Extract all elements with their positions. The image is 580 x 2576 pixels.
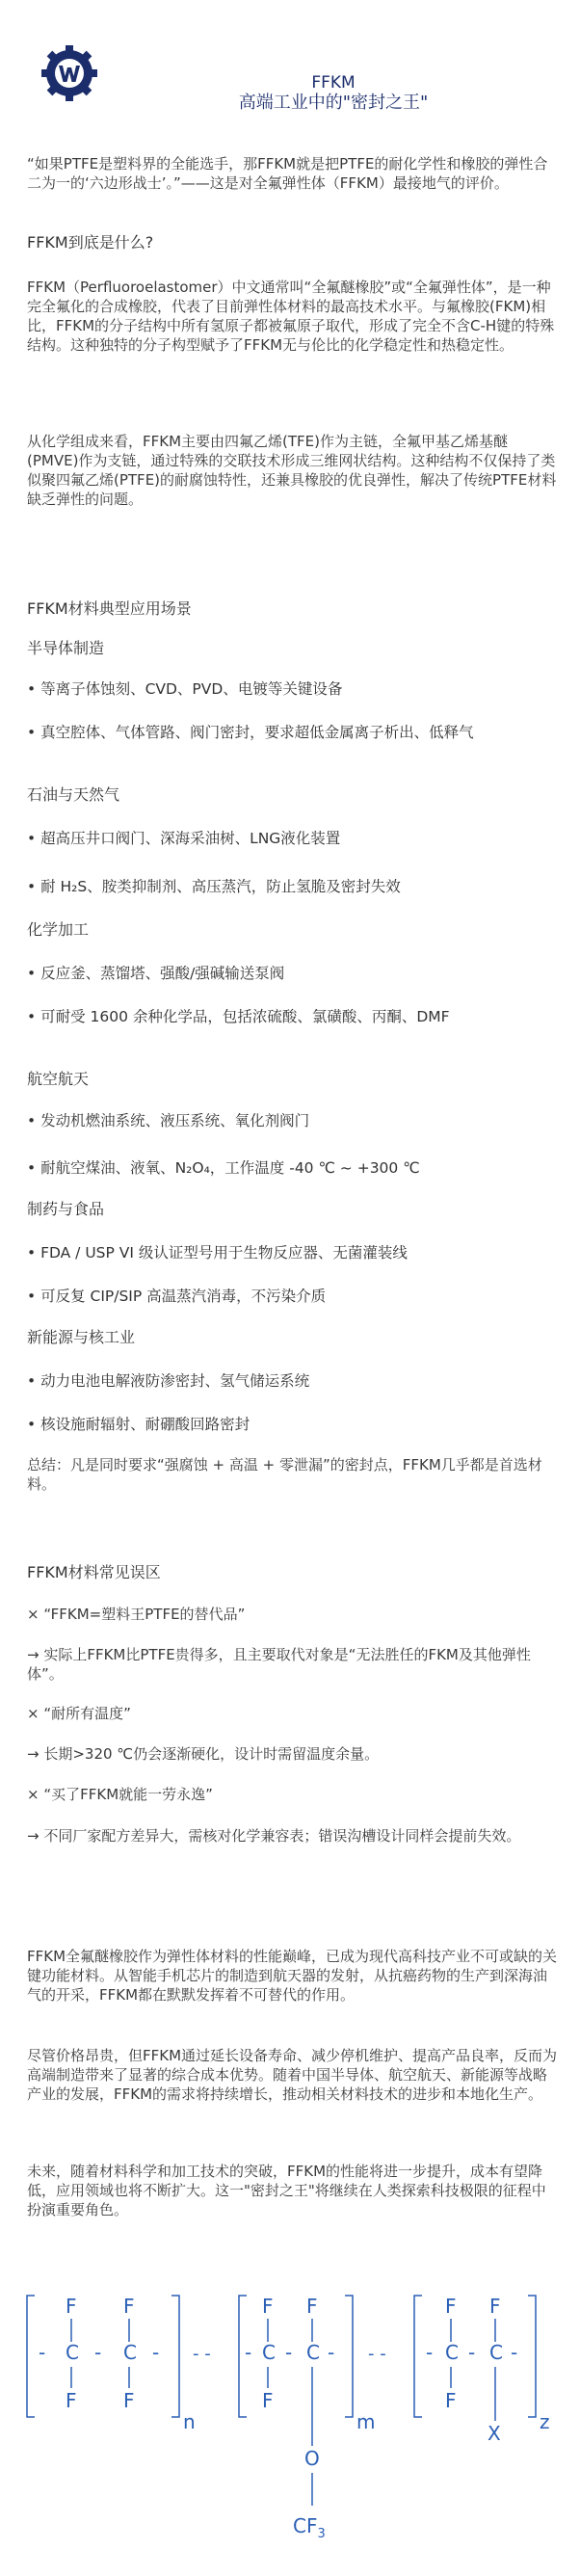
fact-block [27,1744,559,1764]
atom-f: F [445,2389,457,2412]
atom-f: F [445,2295,457,2318]
bond-dash: - [245,2341,252,2364]
fact-block [27,1645,559,1684]
app-category: 化学加工 [27,920,90,939]
ffkm-structure-formula [0,2274,580,2563]
myth-block [27,1785,559,1804]
bond-dash: - [328,2341,335,2364]
subscript-z: z [540,2410,550,2433]
app-item-block [27,1287,559,1306]
atom-f: F [123,2389,135,2412]
app-item-block [27,723,559,742]
what-is-paragraph-1: FFKM（Perfluoroelastomer）中文通常叫“全氟醚橡胶”或“全氟弹性体”，是一种完全氟化的合成橡胶，代表了目前弹性体材料的最高技术水平。与氟橡胶(FKM)相比，FFKM的分子结构中所有氢原子都被氟原子取代，形成了完全不含C-H键的特殊结构。这种独特的分子构型赋予了FFKM无与伦比的化学稳定性和热稳定性。 [27,279,555,354]
app-item: • 等离子体蚀刻、CVD、PVD、电镀等关键设备 [27,680,343,698]
title-en: FFKM [311,73,356,93]
app-item: • 超高压井口阀门、深海采油树、LNG液化装置 [27,830,341,847]
app-item-block [27,1111,559,1130]
atom-f: F [123,2295,135,2318]
cf3-label: CF [293,2514,318,2537]
app-category: 石油与天然气 [27,785,120,804]
app-item: • 核设施耐辐射、耐硼酸回路密封 [27,1416,250,1433]
atom-c: C [262,2341,276,2364]
app-item: • 可反复 CIP/SIP 高温蒸汽消毒，不污染介质 [27,1288,327,1305]
bond-dash: - [152,2341,160,2364]
applications-heading-block [27,599,559,619]
what-is-heading: FFKM到底是什么? [27,233,154,252]
gear-w-logo-icon [40,44,98,102]
fact-block [27,1826,559,1846]
myth-item: × “耐所有温度” [27,1705,131,1722]
applications-summary-block [27,1455,559,1494]
misconceptions-heading: FFKM材料常见误区 [27,1563,161,1581]
bracket-left [414,2296,422,2417]
bracket-left [27,2296,35,2417]
app-category: 新能源与核工业 [27,1328,136,1346]
app-item: • 耐航空煤油、液氧、N₂O₄，工作温度 -40 ℃ ~ +300 ℃ [27,1159,420,1177]
bracket-right [171,2296,179,2417]
atom-f: F [66,2295,77,2318]
app-group-pharma [27,1200,559,1219]
app-item: • 动力电池电解液防渗密封、氢气储运系统 [27,1372,310,1390]
what-is-paragraph-2: 从化学组成来看，FFKM主要由四氟乙烯(TFE)作为主链，全氟甲基乙烯基醚(PMVE)作为支链，通过特殊的交联技术形成三维网状结构。这种结构不仅保持了类似聚四氟乙烯(PTFE)的耐腐蚀特性，还兼具橡胶的优良弹性，解决了传统PTFE材料缺乏弹性的问题。 [27,433,557,508]
title-cn: 高端工业中的"密封之王" [238,93,429,113]
app-group-semiconductor [27,639,559,658]
app-item-block [27,1007,559,1026]
header [0,0,580,113]
what-is-section [27,233,559,252]
app-item-block [27,829,559,848]
closing-paragraph-1: FFKM全氟醚橡胶作为弹性体材料的性能巅峰，已成为现代高科技产业不可或缺的关键功能材料。从智能手机芯片的制造到航天器的发射，从抗癌药物的生产到深海油气的开采，FFKM都在默默发挥着不可替代的作用。 [27,1948,558,2004]
formula-unit-tfe [27,2295,196,2433]
app-item-block [27,1243,559,1262]
bond-dash: - [426,2341,434,2364]
closing-p1-block [27,1947,559,2005]
app-item-block [27,1415,559,1434]
app-item: • 耐 H₂S、胺类抑制剂、高压蒸汽，防止氢脆及密封失效 [27,878,401,895]
fact-item: → 不同厂家配方差异大，需核对化学兼容表；错误沟槽设计同样会提前失效。 [27,1827,521,1845]
fact-item: → 实际上FFKM比PTFE贵得多，且主要取代对象是“无法胜任的FKM及其他弹性体”。 [27,1646,531,1683]
misconceptions-heading-block [27,1563,559,1582]
myth-item: × “FFKM=塑料王PTFE的替代品” [27,1606,246,1623]
app-item-block [27,877,559,896]
atom-o: O [304,2447,320,2470]
myth-item: × “买了FFKM就能一劳永逸” [27,1786,213,1803]
app-item: • FDA / USP VI 级认证型号用于生物反应器、无菌灌装线 [27,1244,408,1261]
atom-c: C [489,2341,503,2364]
app-item-block [27,679,559,699]
closing-p3-block [27,2162,559,2219]
formula-unit-pmve [239,2295,375,2541]
intro-section [27,154,559,193]
closing-p2-block [27,2046,559,2104]
app-group-aerospace [27,1070,559,1089]
what-is-p2-block [27,432,559,509]
app-category: 半导体制造 [27,639,105,657]
applications-summary: 总结：凡是同时要求“强腐蚀 + 高温 + 零泄漏”的密封点，FFKM几乎都是首选材料。 [27,1456,542,1493]
atom-f: F [262,2295,274,2318]
app-group-oil-gas [27,785,559,805]
bond-dash: - [94,2341,102,2364]
closing-paragraph-3: 未来，随着材料科学和加工技术的突破，FFKM的性能将进一步提升，成本有望降低，应用领域也将不断扩大。这一"密封之王"将继续在人类探索科技极限的征程中扮演重要角色。 [27,2163,546,2218]
app-item: • 真空腔体、气体管路、阀门密封，要求超低金属离子析出、低释气 [27,724,474,741]
atom-c: C [66,2341,79,2364]
bond-dash: - [468,2341,476,2364]
atom-f: F [66,2389,77,2412]
atom-c: C [306,2341,320,2364]
atom-x: X [488,2422,501,2445]
applications-heading: FFKM材料典型应用场景 [27,599,192,618]
subscript-m: m [356,2410,376,2433]
app-item: • 发动机燃油系统、液压系统、氧化剂阀门 [27,1112,310,1129]
atom-f: F [306,2295,318,2318]
subscript-n: n [183,2410,196,2433]
bond-dash: - [285,2341,293,2364]
app-item-block [27,964,559,983]
app-category: 制药与食品 [27,1200,105,1218]
cf3-subscript: 3 [317,2527,326,2541]
atom-c: C [123,2341,137,2364]
cf3-group [293,2514,326,2541]
closing-paragraph-2: 尽管价格昂贵，但FFKM通过延长设备寿命、减少停机维护、提高产品良率，反而为高端制造带来了显著的综合成本优势。随着中国半导体、航空航天、新能源等战略产业的发展，FFKM的需求将持续增长，推动相关材料技术的进步和本地化生产。 [27,2047,558,2103]
myth-block [27,1704,559,1723]
app-item-block [27,1158,559,1178]
atom-f: F [489,2295,501,2318]
app-group-chemical [27,920,559,940]
bracket-right [528,2296,536,2417]
title-block [189,73,478,114]
bond-dash: - [511,2341,518,2364]
app-group-new-energy [27,1328,559,1347]
atom-f: F [262,2389,274,2412]
atom-c: C [445,2341,459,2364]
chain-dashes: - - [368,2344,386,2364]
app-item-block [27,1371,559,1391]
bracket-right [345,2296,353,2417]
app-category: 航空航天 [27,1070,90,1088]
chain-dashes: - - [193,2344,211,2364]
app-item: • 反应釜、蒸馏塔、强酸/强碱输送泵阀 [27,965,285,982]
what-is-p1-block [27,278,559,355]
fact-item: → 长期>320 ℃仍会逐渐硬化，设计时需留温度余量。 [27,1745,380,1763]
bond-dash: - [39,2341,46,2364]
myth-block [27,1605,559,1624]
formula-unit-cure-site [414,2295,550,2445]
app-item: • 可耐受 1600 余种化学品，包括浓硫酸、氯磺酸、丙酮、DMF [27,1008,450,1025]
intro-quote: “如果PTFE是塑料界的全能选手，那FFKM就是把PTFE的耐化学性和橡胶的弹性合二为一的‘六边形战士’。”——这是对全氟弹性体（FFKM）最接地气的评价。 [27,155,548,192]
